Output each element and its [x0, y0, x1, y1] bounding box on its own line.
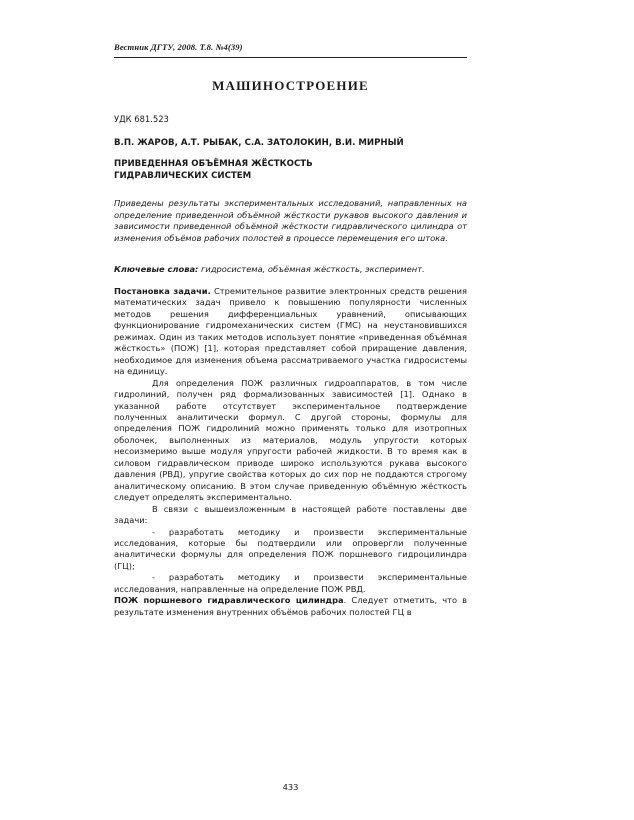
list-item-task-2: - разработать методику и произвести экспериментальные исследования, направленные на определение ПОЖ РВД.	[114, 572, 467, 594]
keywords	[114, 264, 425, 274]
paragraph-cylinder	[114, 595, 467, 618]
paragraph-lead: ПОЖ поршневого гидравлического цилиндра	[114, 595, 344, 606]
abstract: Приведены результаты экспериментальных исследований, направленных на определение приведенной объёмной жёсткости рукавов высокого давления и зависимости приведенной объёмной жёсткости гидравлического цилиндра от изменения объёмов рабочих полостей в процессе перемещения его штока.	[114, 198, 467, 243]
section-title: МАШИНОСТРОЕНИЕ	[212, 78, 369, 93]
keywords-label: Ключевые слова:	[114, 264, 199, 274]
page-number: 433	[282, 782, 299, 792]
title-line-2: ГИДРАВЛИЧЕСКИХ СИСТЕМ	[114, 171, 252, 181]
paragraph-tasks-intro: В связи с вышеизложенным в настоящей работе поставлены две задачи:	[114, 503, 467, 526]
paragraph-problem	[114, 286, 467, 378]
authors: В.П. ЖАРОВ, А.Т. РЫБАК, С.А. ЗАТОЛОКИН, В.И. МИРНЫЙ	[114, 138, 404, 148]
header-rule	[114, 57, 467, 58]
article-title	[114, 158, 313, 182]
paragraph-text: . Следует отметить, что в результате изменения внутренних объёмов рабочих полостей ГЦ в	[114, 595, 468, 617]
list-item-task-1: - разработать методику и произвести экспериментальные исследования, которые бы подтвердили или опровергли полученные аналитически формулы для определения ПОЖ поршневого гидроцилиндра (ГЦ);	[114, 526, 467, 571]
title-line-1: ПРИВЕДЕННАЯ ОБЪЁМНАЯ ЖЁСТКОСТЬ	[114, 159, 313, 169]
article-body	[114, 286, 467, 618]
keywords-text: гидросистема, объёмная жёсткость, эксперимент.	[198, 264, 425, 274]
paragraph-text: Стремительное развитие электронных средств решения математических задач привело к повышению популярности численных методов решения дифференциальных уравнений, описывающих функционирование гидромеханических систем (ГМС) на неустановившихся режимах. Один из таких методов использует понятие «приведенная объёмная жёсткость» (ПОЖ) [1], которая представляет собой приращение давления, необходимое для изменения объема рассматриваемого участка гидросистемы на единицу.	[114, 286, 468, 377]
paragraph-existing-work: Для определения ПОЖ различных гидроаппаратов, в том числе гидролиний, получен ряд формализованных зависимостей [1]. Однако в указанной работе отсутствует экспериментальное подтверждение полученных аналитически формул. С другой стороны, формулы для определения ПОЖ гидролиний можно применять только для изотропных оболочек, выполненных из материалов, модуль упругости которых несоизмеримо выше модуля упругости рабочей жидкости. В то время как в силовом гидравлическом приводе широко используются рукава высокого давления (РВД), упругие свойства которых до сих пор не поддаются строгому аналитическому описанию. В этом случае приведенную объёмную жёсткость следует определять экспериментально.	[114, 377, 467, 503]
journal-header: Вестник ДГТУ, 2008. Т.8. №4(39)	[114, 42, 243, 52]
udk-code: УДК 681.523	[114, 114, 169, 124]
paragraph-lead: Постановка задачи.	[114, 286, 211, 296]
